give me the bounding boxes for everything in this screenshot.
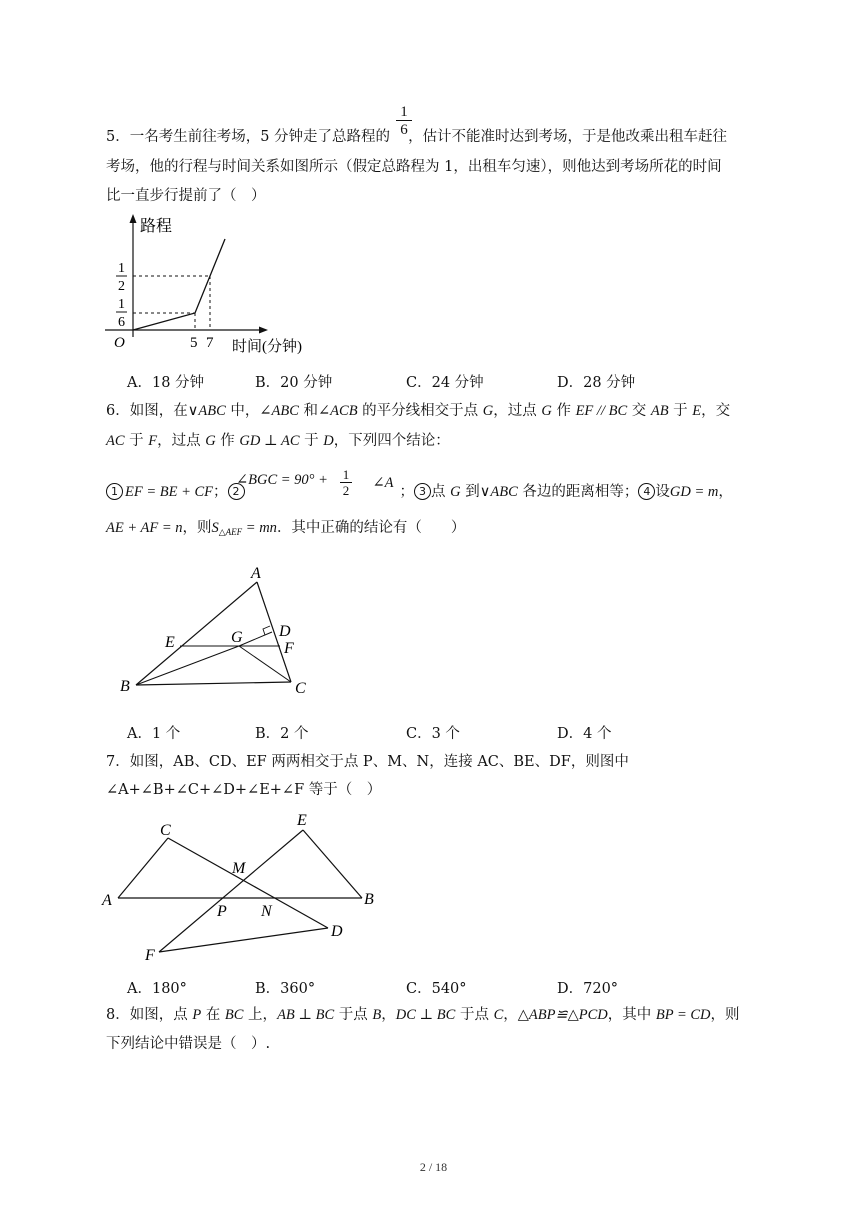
q5-distance-line [133, 239, 225, 330]
q6-label-a: A [251, 565, 261, 582]
q7-option-c[interactable]: C．540° [406, 981, 467, 997]
q7-label-c: C [160, 822, 171, 839]
q7-label-a: A [102, 892, 112, 909]
q6-figure [115, 560, 315, 700]
q5-x-arrow [259, 327, 268, 334]
q6-c2-frac-den: 2 [342, 483, 350, 498]
q7-label-p: P [217, 903, 227, 920]
q6-label-d: D [279, 623, 291, 640]
q6-label-f: F [284, 640, 294, 657]
q5-option-b[interactable]: B．20 分钟 [255, 375, 333, 391]
q7-label-m: M [232, 860, 246, 877]
q5-xtick-7: 7 [206, 335, 214, 351]
q5-option-d[interactable]: D．28 分钟 [557, 375, 636, 391]
q7-segment-be [303, 830, 362, 898]
q6-c3-marker: 3 [414, 483, 431, 500]
q6-conclusions: 1 EF = BE + CF； 2∠A； 3 点 G 到∨ABC 各边的距离相等； 4 设GD = m， [106, 482, 733, 502]
page-number: 2 / 18 [419, 1160, 448, 1174]
q5-ylabel: 路程 [140, 218, 173, 235]
q6-segment-gd [239, 632, 272, 646]
q7-line2: ∠A+∠B+∠C+∠D+∠E+∠F 等于（ ） [106, 782, 382, 798]
q7-figure [100, 808, 390, 968]
q5-y-arrow [130, 214, 137, 223]
q7-label-d: D [331, 923, 343, 940]
q7-option-b[interactable]: B．360° [255, 981, 316, 997]
q5-xlabel: 时间(分钟) [232, 339, 302, 355]
q6-option-b[interactable]: B．2 个 [255, 726, 309, 742]
q7-option-d[interactable]: D．720° [557, 981, 619, 997]
q5-line2: 考场，他的行程与时间关系如图所示（假定总路程为 1，出租车匀速），则他达到考场所花的时间 [106, 159, 722, 175]
q5-ytick-half-num: 1 [118, 261, 125, 276]
q5-line1: 5．一名考生前往考场，5 分钟走了总路程的 [106, 129, 391, 145]
q6-segment-bg [136, 646, 239, 685]
q5-graph [100, 212, 330, 362]
q6-option-d[interactable]: D．4 个 [557, 726, 612, 742]
q7-segment-cd [168, 838, 328, 928]
q6-option-a[interactable]: A．1 个 [127, 726, 181, 742]
q6-c2-formula: ∠BGC = 90° + [236, 472, 328, 488]
q6-segment-bc [136, 682, 291, 685]
q7-label-f: F [145, 947, 155, 964]
q5-option-c[interactable]: C．24 分钟 [406, 375, 484, 391]
q7-label-e: E [297, 812, 307, 829]
q5-frac-num: 1 [400, 104, 408, 120]
q5-line1b: ，估计不能准时达到考场，于是他改乘出租车赶往 [408, 129, 728, 145]
q5-origin: O [114, 335, 125, 351]
q7-line1: 7．如图，AB、CD、EF 两两相交于点 P、M、N，连接 AC、BE、DF，则图中 [106, 754, 629, 770]
q7-label-n: N [261, 903, 272, 920]
q6-line1: 6．如图，在∨ABC 中，∠ABC 和∠ACB 的平分线相交于点 G，过点 G 作 EF // BC 交 AB 于 E，交 [106, 403, 731, 419]
q5-option-a[interactable]: A．18 分钟 [127, 375, 205, 391]
q6-c2-frac-num: 1 [342, 467, 350, 482]
q8-line2: 下列结论中错误是（ ）. [106, 1036, 271, 1052]
q5-line3: 比一直步行提前了（ ） [106, 188, 266, 204]
q8-line1: 8．如图，点 P 在 BC 上，AB ⊥ BC 于点 B，DC ⊥ BC 于点 C，△ABP≌△PCD，其中 BP = CD，则 [106, 1007, 740, 1023]
q6-label-e: E [165, 634, 175, 651]
q6-line2: AC 于 F，过点 G 作 GD ⊥ AC 于 D，下列四个结论： [106, 433, 450, 449]
q7-segment-ac [118, 838, 168, 898]
q6-label-b: B [120, 678, 130, 695]
q5-xtick-5: 5 [190, 335, 198, 351]
q5-frac-den: 6 [400, 122, 408, 138]
q6-c1-marker: 1 [106, 483, 123, 500]
q6-label-c: C [295, 680, 306, 697]
q6-line4: AE + AF = n，则$S_{\triangle AEF}$ = mn．其中正确的结论有（ ） [106, 520, 466, 537]
q6-c4-marker: 4 [638, 483, 655, 500]
q6-label-g: G [231, 629, 243, 646]
q5-ytick-sixth-num: 1 [118, 297, 125, 312]
q7-label-b: B [364, 891, 374, 908]
q7-option-a[interactable]: A．180° [127, 981, 187, 997]
q7-segment-df [159, 928, 328, 952]
q6-c2-marker: 2 [228, 483, 245, 500]
q5-ytick-half-den: 2 [118, 279, 125, 294]
q5-ytick-sixth-den: 6 [118, 315, 125, 330]
q6-option-c[interactable]: C．3 个 [406, 726, 460, 742]
q7-segment-ef [159, 830, 303, 952]
